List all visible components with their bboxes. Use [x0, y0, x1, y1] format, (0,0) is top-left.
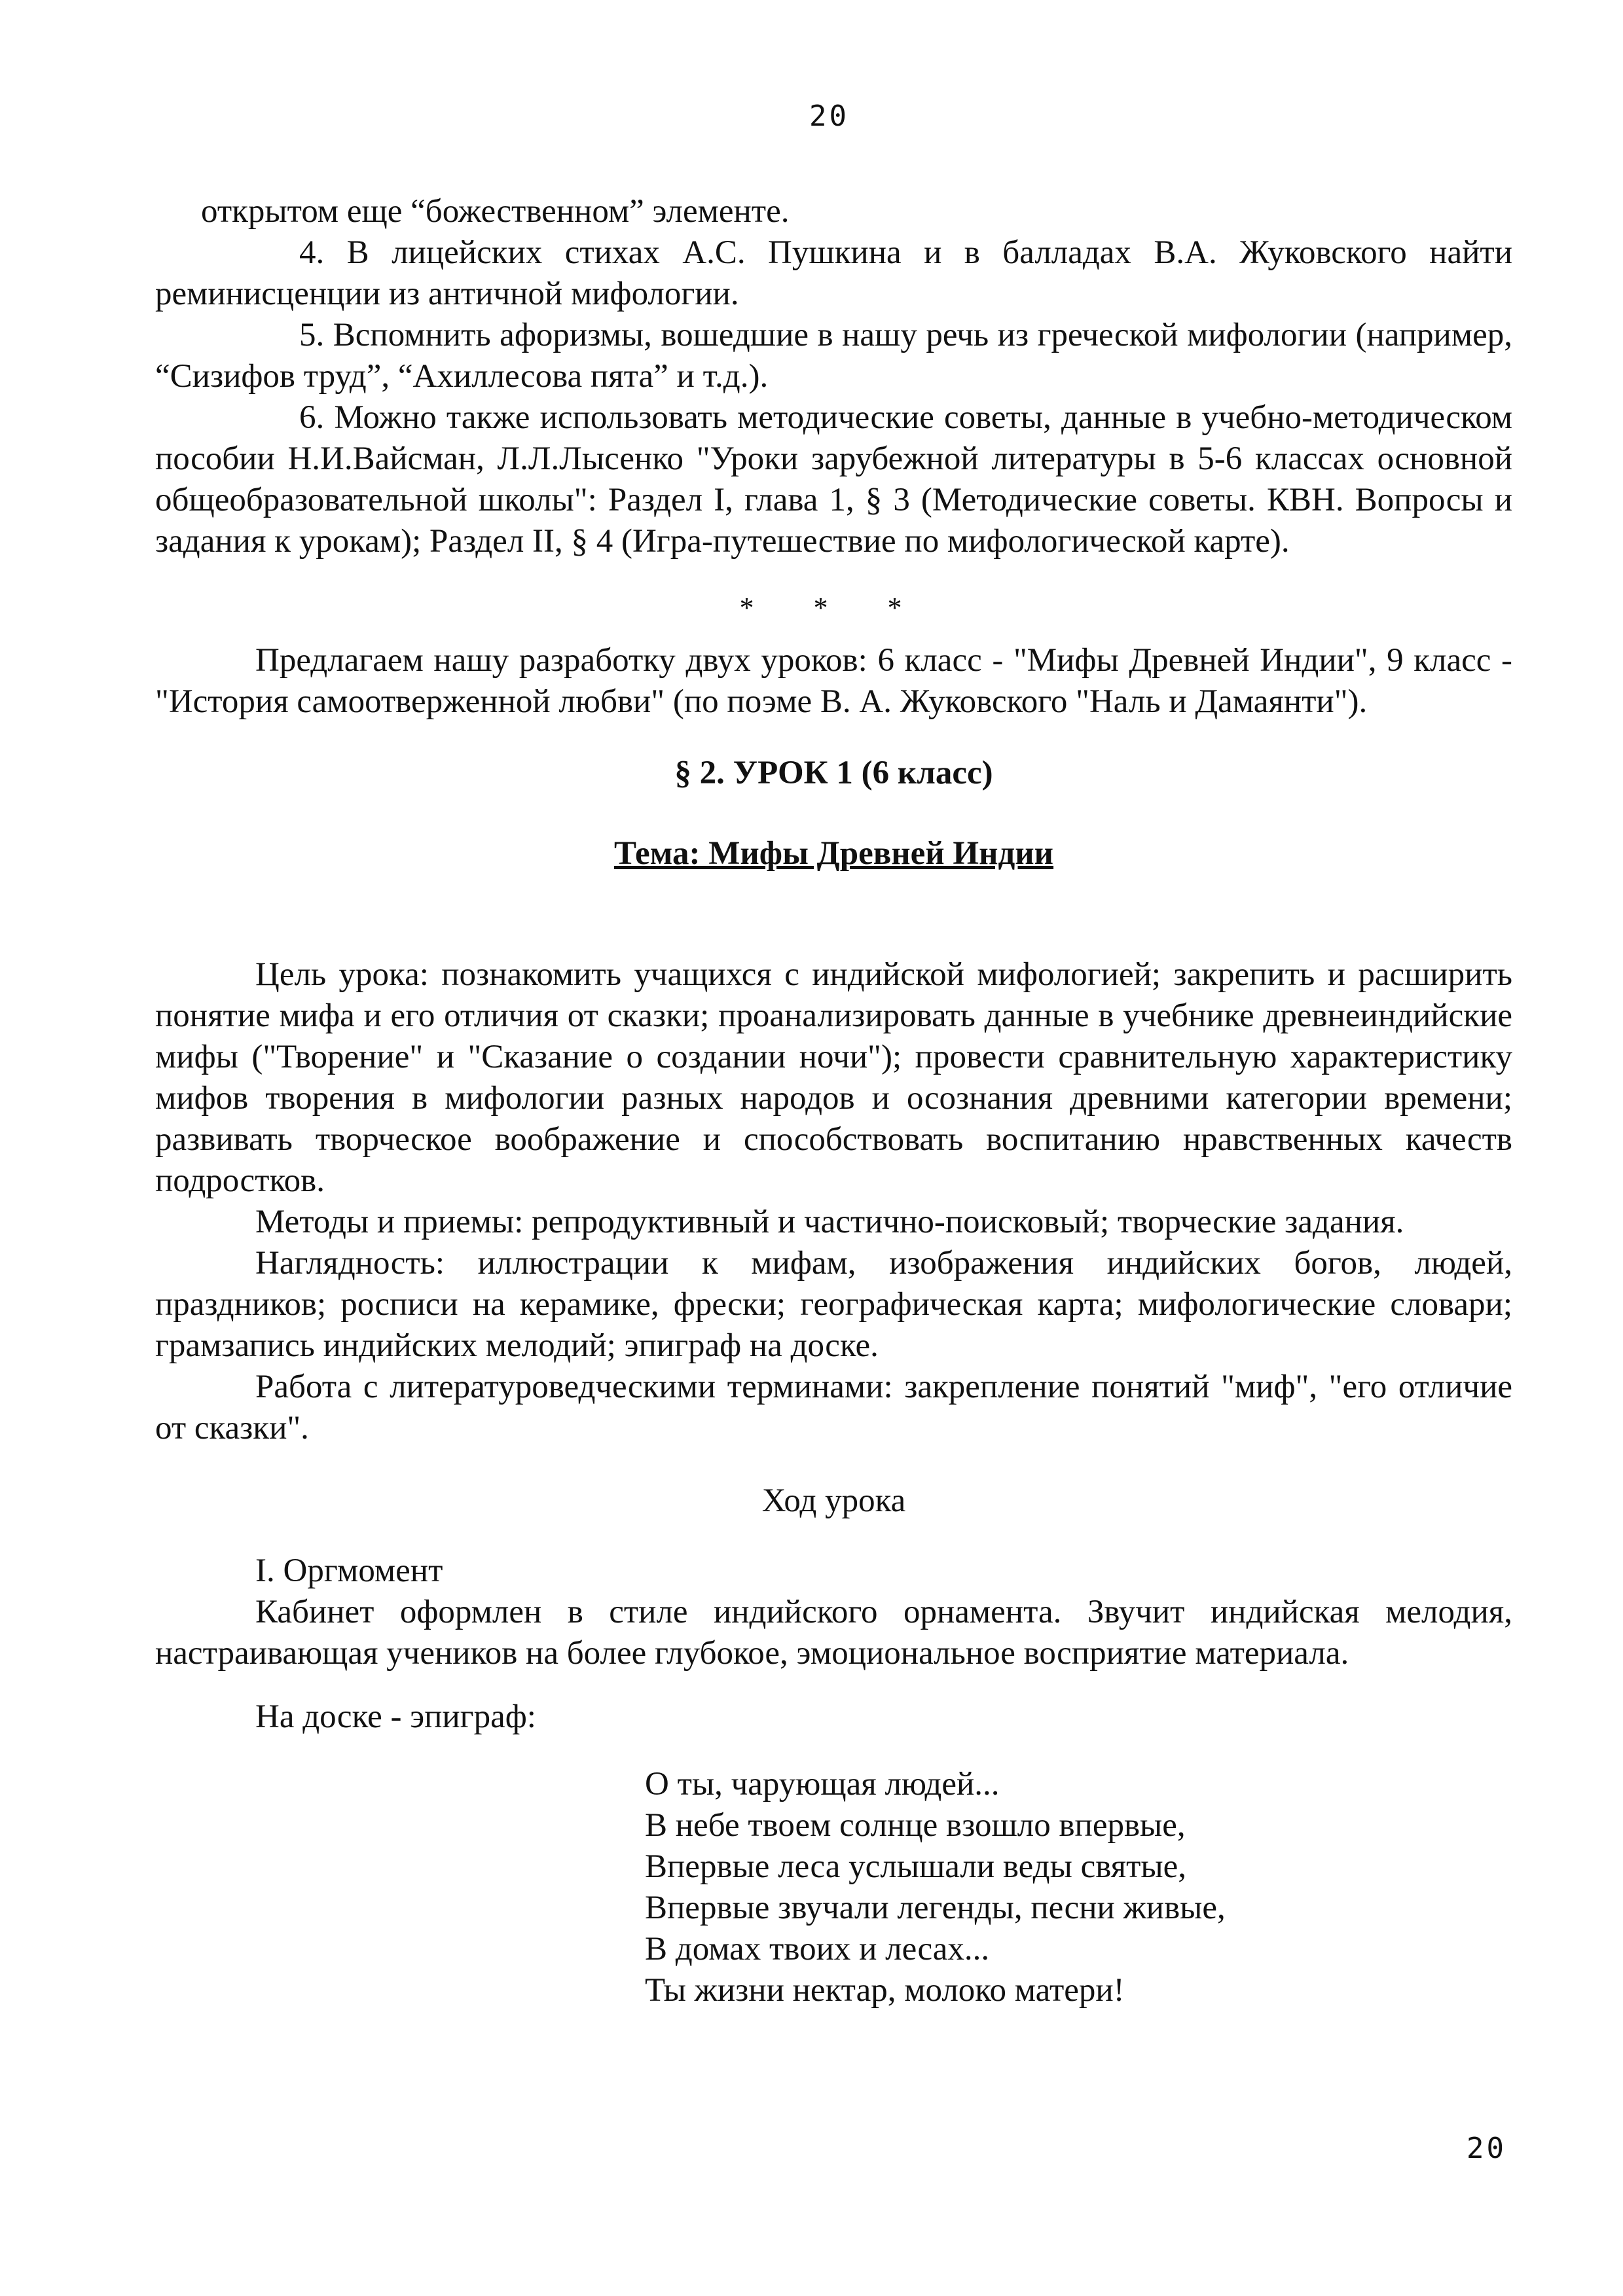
poem-line: Впервые звучали легенды, песни живые,: [645, 1890, 1226, 1926]
page-number-bottom: 20: [1467, 2132, 1506, 2165]
document-body: [155, 191, 1512, 2011]
terms-paragraph: Работа с литературоведческими терминами: закрепление понятий "миф", "его отличие от сказки".: [155, 1369, 1512, 1446]
orgmoment-heading: I. Оргмомент: [255, 1552, 443, 1589]
epigraph-poem: [645, 1764, 1512, 2011]
methods-paragraph: Методы и приемы: репродуктивный и частично-поисковый; творческие задания.: [255, 1204, 1404, 1240]
poem-line: Впервые леса услышали веды святые,: [645, 1848, 1187, 1885]
poem-line: О ты, чарующая людей...: [645, 1766, 1000, 1803]
intro-item-5: 5. Вспомнить афоризмы, вошедшие в нашу речь из греческой мифологии (например, “Сизифов труд”, “Ахиллесова пята” и т.д.).: [155, 317, 1512, 395]
intro-paragraph-continuation: открытом еще “божественном” элементе.: [201, 193, 790, 230]
intro-item-6: 6. Можно также использовать методические советы, данные в учебно-методическом пособии Н.И.Вайсман, Л.Л.Лысенко "Уроки зарубежной литературы в 5-6 классах основной общеобразовательной школы": Раздел I, глава 1, § 3 (Методические советы. КВН. Вопросы и задания к урокам); Раздел II, § 4 (Игра-путешествие по мифологической карте).: [155, 399, 1512, 560]
topic-title: Тема: Мифы Древней Индии: [613, 835, 1054, 872]
offer-paragraph: Предлагаем нашу разработку двух уроков: 6 класс - "Мифы Древней Индии", 9 класс - "История самоотверженной любви" (по поэме В. А. Жуковского "Наль и Дамаянти").: [155, 642, 1512, 720]
poem-line: В домах твоих и лесах...: [645, 1931, 990, 1967]
poem-line: Ты жизни нектар, молоко матери!: [645, 1972, 1125, 2009]
page-number-top: 20: [809, 99, 849, 133]
section-separator: * * *: [739, 592, 928, 624]
section-title: § 2. УРОК 1 (6 класс): [674, 755, 993, 791]
intro-item-4: 4. В лицейских стихах А.С. Пушкина и в балладах В.А. Жуковского найти реминисценции из античной мифологии.: [155, 234, 1512, 312]
poem-line: В небе твоем солнце взошло впервые,: [645, 1807, 1186, 1844]
epigraph-intro: На доске - эпиграф:: [255, 1698, 536, 1735]
course-heading: Ход урока: [761, 1482, 906, 1519]
lesson-goal-paragraph: Цель урока: познакомить учащихся с индийской мифологией; закрепить и расширить понятие мифа и его отличия от сказки; проанализировать данные в учебнике древнеиндийские мифы ("Творение" и "Сказание о создании ночи"); провести сравнительную характеристику мифов творения в мифологии разных народов и осознания древними категории времени; развивать творческое воображение и способствовать воспитанию нравственных качеств подростков.: [155, 956, 1512, 1199]
cabinet-paragraph: Кабинет оформлен в стиле индийского орнамента. Звучит индийская мелодия, настраивающая учеников на более глубокое, эмоциональное восприятие материала.: [155, 1594, 1512, 1672]
visual-aids-paragraph: Наглядность: иллюстрации к мифам, изображения индийских богов, людей, праздников; росписи на керамике, фрески; географическая карта; мифологические словари; грамзапись индийских мелодий; эпиграф на доске.: [155, 1245, 1512, 1364]
